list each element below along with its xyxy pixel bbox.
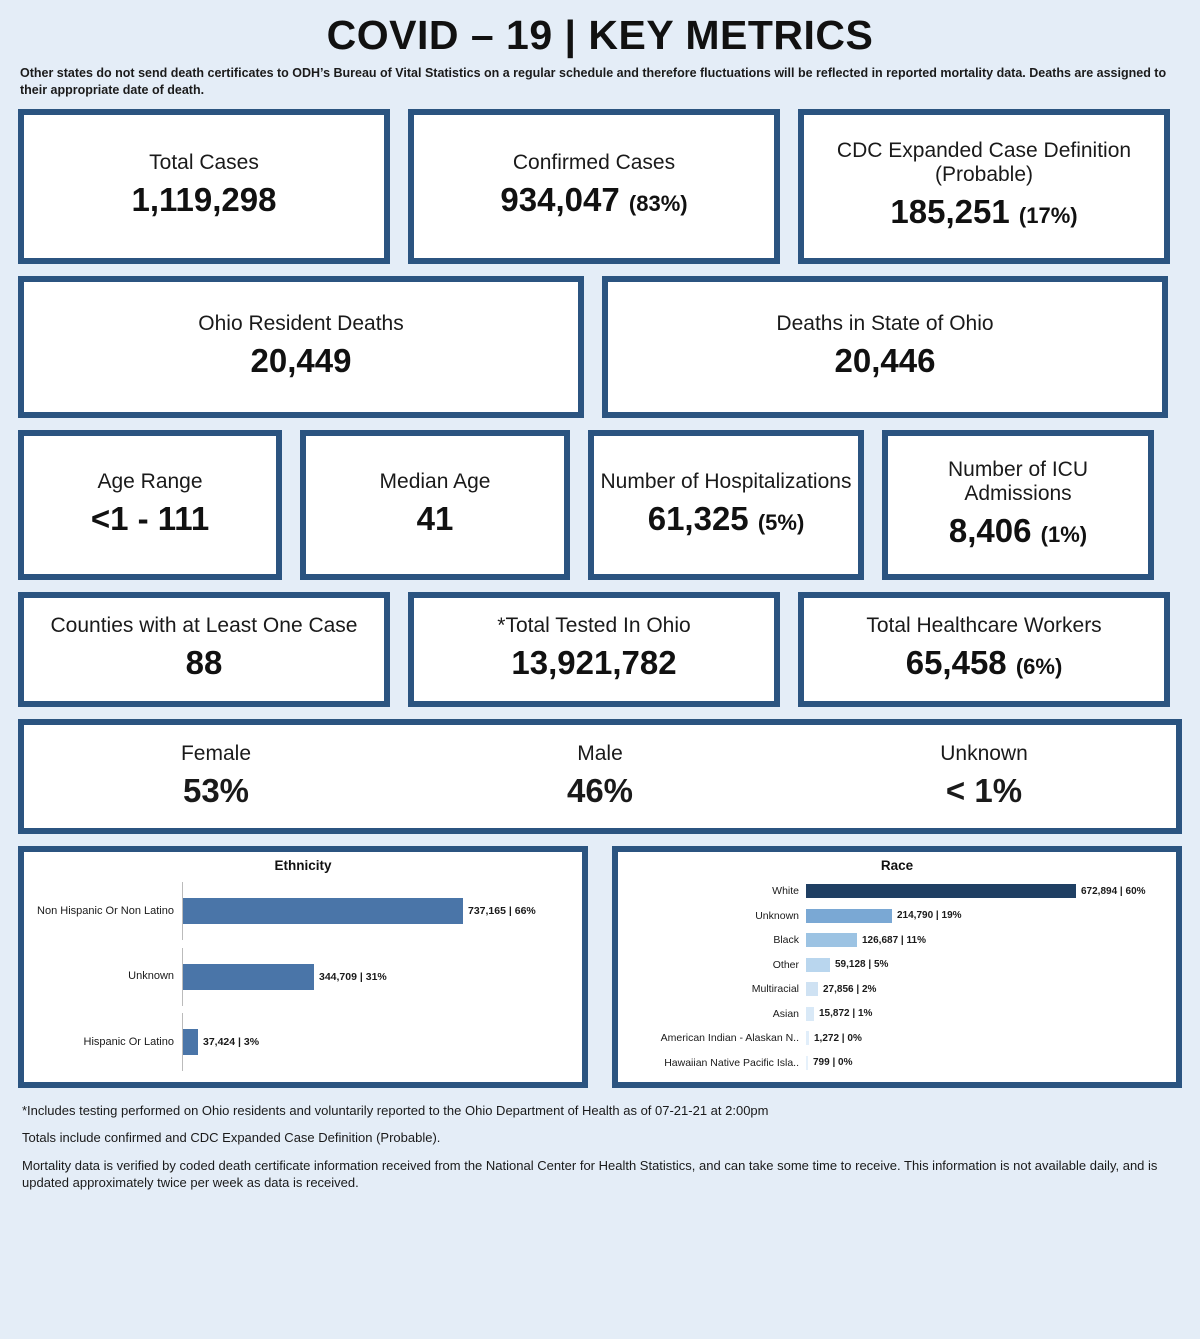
metric-value	[890, 193, 1077, 231]
bar-value-label: 126,687 | 11%	[862, 934, 926, 946]
category-label: American Indian - Alaskan N..	[660, 1032, 799, 1044]
chart-bar-row	[628, 952, 1166, 977]
bar-value-label: 737,165 | 66%	[468, 905, 536, 918]
metric-card-total-tested	[408, 592, 780, 707]
metrics-row-testing	[18, 592, 1182, 707]
metric-value	[251, 342, 352, 380]
category-label: Unknown	[755, 909, 799, 922]
bar	[806, 1007, 814, 1021]
chart-bar-row	[628, 928, 1166, 953]
metric-card-counties	[18, 592, 390, 707]
metric-number: 13,921,782	[511, 644, 677, 682]
bar-value-label: 799 | 0%	[813, 1057, 853, 1068]
metric-card-median-age	[300, 430, 570, 580]
metric-number: 1,119,298	[131, 181, 277, 219]
bar-value-label: 344,709 | 31%	[319, 970, 387, 983]
bar	[806, 884, 1076, 898]
charts-row	[18, 846, 1182, 1088]
metric-card-total-cases	[18, 109, 390, 264]
footnote-mortality: Mortality data is verified by coded death certificate information received from the National Center for Health Statistics, and can take some time to receive. This information is not available daily, and is updated approximately twice per week as data is received.	[22, 1157, 1158, 1191]
ethnicity-bars	[34, 879, 572, 1075]
metric-card-confirmed-cases	[408, 109, 780, 264]
chart-bar-row	[628, 903, 1166, 928]
chart-bar-row	[628, 1050, 1166, 1075]
metric-value	[186, 644, 223, 682]
category-label: Hawaiian Native Pacific Isla..	[664, 1056, 799, 1069]
bar	[806, 933, 857, 947]
metric-number: 20,449	[250, 341, 352, 379]
race-chart-title: Race	[880, 857, 914, 873]
metric-label: Number of Hospitalizations	[600, 469, 852, 493]
bar-value-label: 15,872 | 1%	[819, 1008, 873, 1019]
metric-number: 934,047	[500, 181, 620, 219]
bar-value-label: 59,128 | 5%	[835, 959, 889, 970]
race-chart-card	[612, 846, 1182, 1088]
metric-number: 61,325	[647, 499, 749, 537]
footnote-testing: *Includes testing performed on Ohio residents and voluntarily reported to the Ohio Department of Health as of 07-21-21 at 2:00pm	[22, 1102, 769, 1118]
chart-bar-row	[34, 1013, 572, 1071]
gender-value: 53%	[182, 772, 250, 810]
ethnicity-chart-title: Ethnicity	[274, 857, 332, 873]
bar	[806, 982, 818, 996]
metric-value	[91, 500, 209, 538]
metric-card-healthcare-workers	[798, 592, 1170, 707]
gender-cell-unknown	[792, 742, 1176, 810]
chart-bar-row	[34, 948, 572, 1006]
metric-card-probable-cases	[798, 109, 1170, 264]
bar	[806, 1031, 809, 1045]
category-label: Other	[772, 958, 799, 971]
metric-card-icu-admissions	[882, 430, 1154, 580]
category-label: Multiracial	[751, 983, 799, 995]
bar	[183, 1029, 198, 1055]
metric-number: 185,251	[890, 193, 1010, 231]
metric-label: Confirmed Cases	[512, 151, 676, 175]
gender-cell-male	[408, 742, 792, 810]
metric-percent: (1%)	[1040, 521, 1088, 547]
mortality-disclaimer: Other states do not send death certificates to ODH’s Bureau of Vital Statistics on a regular schedule and therefore fluctuations will be reflected in reported mortality data. Deaths are assigned to their appropriate date of death.	[20, 66, 1167, 97]
race-bars	[628, 879, 1166, 1077]
metric-card-ohio-resident-deaths	[18, 276, 584, 418]
metrics-row-age-hospital	[18, 430, 1182, 580]
bar	[806, 909, 892, 923]
gender-value: 46%	[566, 772, 634, 810]
category-label: Asian	[772, 1007, 799, 1020]
metric-label: Counties with at Least One Case	[50, 614, 358, 638]
metric-value	[511, 644, 676, 682]
gender-cell-female	[24, 742, 408, 810]
gender-label: Unknown	[940, 742, 1028, 766]
bar-value-label: 672,894 | 60%	[1081, 885, 1146, 897]
metric-percent: (83%)	[628, 191, 688, 217]
metric-value	[648, 500, 805, 538]
chart-bar-row	[628, 1001, 1166, 1026]
metric-value	[835, 342, 936, 380]
metric-percent: (17%)	[1018, 203, 1078, 229]
bar-value-label: 37,424 | 3%	[203, 1036, 260, 1049]
chart-bar-row	[34, 882, 572, 940]
chart-bar-row	[628, 879, 1166, 904]
metrics-row-cases	[18, 109, 1182, 264]
bar	[806, 958, 830, 972]
gender-label: Female	[180, 742, 252, 766]
metric-label: Ohio Resident Deaths	[198, 311, 404, 335]
metric-label: Median Age	[379, 469, 491, 493]
category-label: Hispanic Or Latino	[83, 1035, 174, 1048]
bar-value-label: 27,856 | 2%	[823, 983, 877, 995]
chart-bar-row	[628, 977, 1166, 1002]
metrics-row-deaths	[18, 276, 1182, 418]
metric-number: <1 - 111	[90, 499, 210, 537]
gender-value: < 1%	[945, 772, 1023, 810]
page-title: COVID – 19 | KEY METRICS	[326, 12, 874, 58]
chart-bar-row	[628, 1026, 1166, 1051]
metric-label: Total Healthcare Workers	[866, 614, 1102, 638]
metric-value	[417, 500, 454, 538]
category-label: Black	[773, 934, 799, 946]
gender-breakdown-card	[18, 719, 1182, 834]
metric-number: 8,406	[948, 511, 1032, 549]
footnote-totals: Totals include confirmed and CDC Expanded Case Definition (Probable).	[22, 1130, 441, 1146]
metric-number: 20,446	[834, 341, 936, 379]
category-label: Unknown	[128, 970, 174, 983]
bar-value-label: 1,272 | 0%	[814, 1032, 862, 1044]
metric-label: CDC Expanded Case Definition (Probable)	[836, 139, 1132, 187]
metric-percent: (6%)	[1015, 654, 1063, 680]
bar	[806, 1056, 808, 1070]
metric-label: Number of ICU Admissions	[947, 457, 1089, 505]
metric-label: Total Cases	[149, 151, 259, 175]
metric-card-age-range	[18, 430, 282, 580]
metric-value	[132, 181, 277, 219]
bar-value-label: 214,790 | 19%	[897, 910, 962, 921]
gender-label: Male	[577, 742, 623, 766]
metric-card-deaths-in-state	[602, 276, 1168, 418]
metric-value	[906, 644, 1063, 682]
category-label: Non Hispanic Or Non Latino	[37, 905, 174, 918]
metric-card-hospitalizations	[588, 430, 864, 580]
bar	[183, 898, 463, 924]
metric-value	[500, 181, 687, 219]
bar	[183, 964, 314, 990]
footnotes	[18, 1098, 1182, 1192]
metric-number: 65,458	[905, 644, 1007, 682]
ethnicity-chart-card	[18, 846, 588, 1088]
category-label: White	[772, 885, 799, 897]
metric-number: 41	[416, 499, 454, 537]
metric-number: 88	[185, 644, 223, 682]
metric-label: Deaths in State of Ohio	[776, 311, 994, 335]
metric-percent: (5%)	[757, 509, 805, 535]
metric-value	[949, 512, 1087, 550]
metric-label: *Total Tested In Ohio	[497, 614, 691, 638]
metric-label: Age Range	[97, 469, 203, 493]
